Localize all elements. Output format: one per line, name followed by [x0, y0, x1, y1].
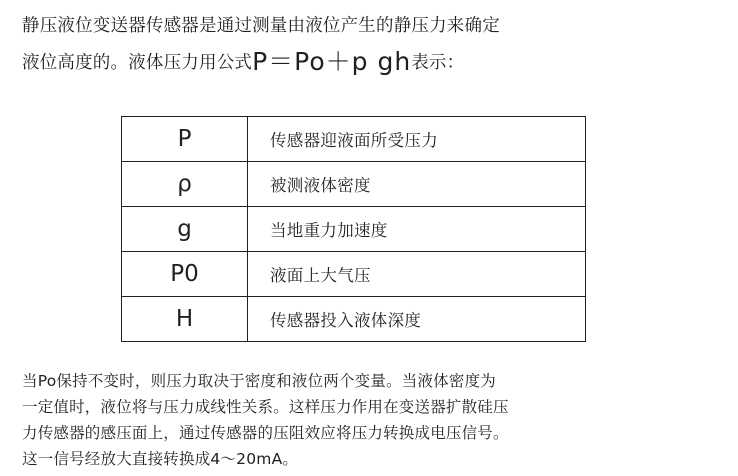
description-cell: 传感器迎液面所受压力	[248, 117, 586, 162]
symbol-cell: P0	[122, 252, 248, 297]
intro-line-2	[22, 44, 722, 81]
intro-line-1: 静压液位变送器传感器是通过测量由液位产生的静压力来确定	[22, 16, 500, 36]
description-cell: 液面上大气压	[248, 252, 586, 297]
table-row	[122, 252, 586, 297]
description-cell: 被测液体密度	[248, 162, 586, 207]
symbol-cell: H	[122, 297, 248, 342]
symbol-legend-table	[121, 116, 586, 342]
intro-paragraph	[22, 8, 722, 81]
outro-line-2: 一定值时，液位将与压力成线性关系。这样压力作用在变送器扩散硅压	[22, 398, 509, 416]
pressure-formula: P＝Po＋p gh	[252, 47, 412, 76]
description-cell: 传感器投入液体深度	[248, 297, 586, 342]
outro-line-1: 当Po保持不变时，则压力取决于密度和液位两个变量。当液体密度为	[22, 372, 496, 390]
outro-line-4: 这一信号经放大直接转换成4～20mA。	[22, 450, 299, 468]
table-row	[122, 162, 586, 207]
symbol-cell: g	[122, 207, 248, 252]
symbol-cell: ρ	[122, 162, 248, 207]
intro-line-2-after: 表示：	[411, 53, 465, 73]
outro-line-3: 力传感器的感压面上，通过传感器的压阻效应将压力转换成电压信号。	[22, 424, 509, 442]
table-row	[122, 207, 586, 252]
intro-line-2-before: 液位高度的。液体压力用公式	[22, 53, 253, 73]
table-row	[122, 117, 586, 162]
description-cell: 当地重力加速度	[248, 207, 586, 252]
symbol-legend-table-wrapper	[121, 116, 561, 342]
symbol-cell: P	[122, 117, 248, 162]
table-row	[122, 297, 586, 342]
outro-paragraph	[22, 368, 722, 472]
